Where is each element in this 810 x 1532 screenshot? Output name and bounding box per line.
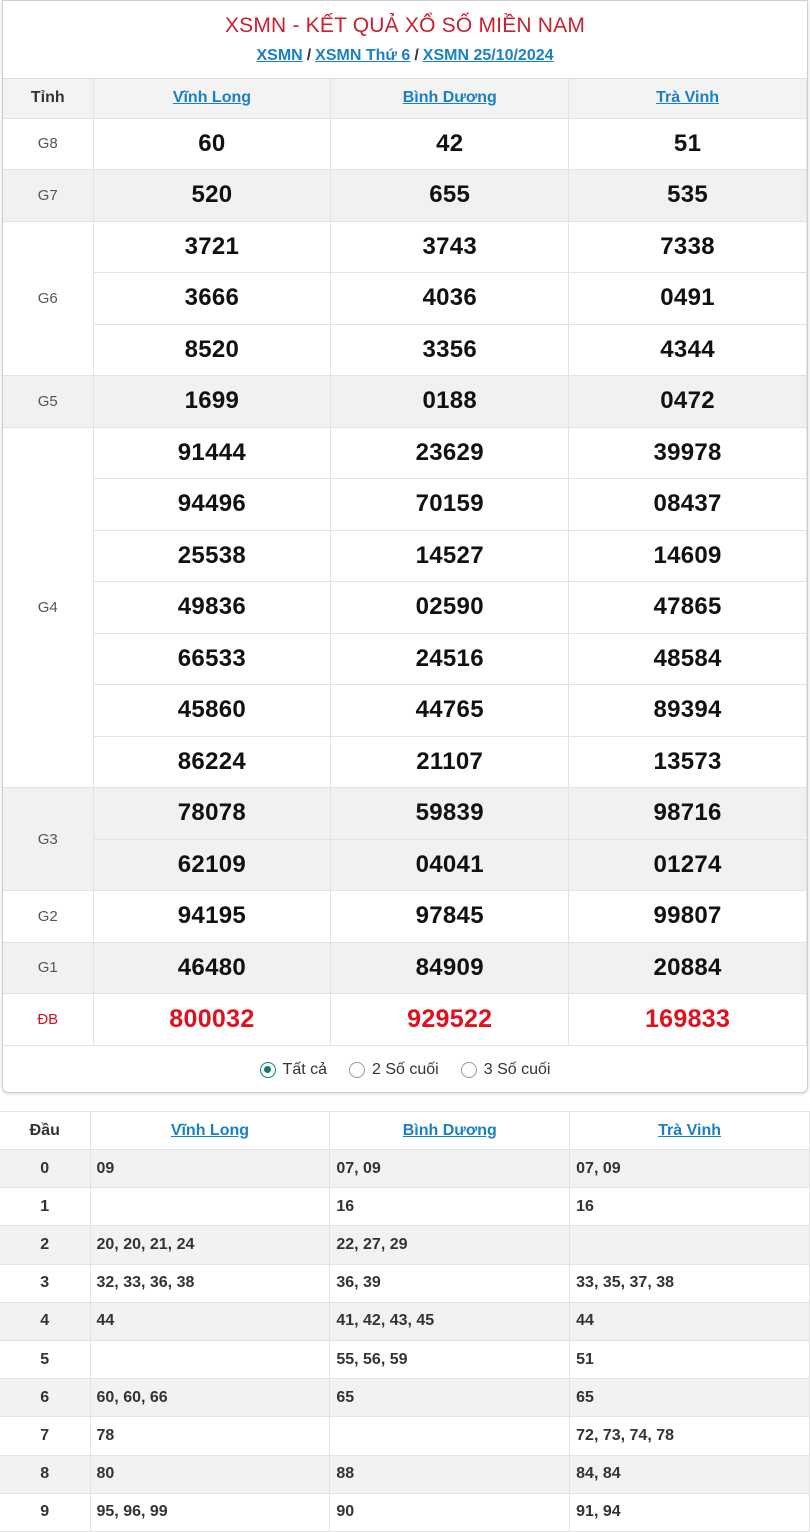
- results-body: [3, 118, 807, 1045]
- loto-values: 84, 84: [570, 1455, 810, 1493]
- breadcrumb: [3, 47, 807, 65]
- prize-number: 14527: [331, 530, 569, 582]
- loto-values: 22, 27, 29: [330, 1226, 570, 1264]
- prize-label: G5: [3, 376, 93, 428]
- prize-row: [3, 736, 807, 788]
- prize-label: G1: [3, 942, 93, 994]
- prize-number: 66533: [93, 633, 331, 685]
- results-header-row: [3, 79, 807, 118]
- province-link-binh-duong[interactable]: Bình Dương: [402, 89, 497, 107]
- prize-number: 01274: [569, 839, 807, 891]
- loto-head-digit: 8: [0, 1455, 90, 1493]
- prize-row: [3, 273, 807, 325]
- loto-values: 33, 35, 37, 38: [570, 1264, 810, 1302]
- prize-row: [3, 427, 807, 479]
- prize-number: 39978: [569, 427, 807, 479]
- loto-values: 55, 56, 59: [330, 1340, 570, 1378]
- prize-number: 520: [93, 170, 331, 222]
- prize-number: 45860: [93, 685, 331, 737]
- crumb-separator: /: [414, 47, 419, 64]
- loto-head-digit: 2: [0, 1226, 90, 1264]
- filter-option[interactable]: [260, 1061, 327, 1079]
- col-header-province: [570, 1112, 810, 1150]
- prize-number: 91444: [93, 427, 331, 479]
- loto-head-digit: 7: [0, 1417, 90, 1455]
- prize-row: [3, 942, 807, 994]
- crumb-separator: /: [306, 47, 312, 64]
- prize-number: 08437: [569, 479, 807, 531]
- loto-table: [0, 1111, 810, 1532]
- prize-number: 59839: [331, 788, 569, 840]
- loto-values: 07, 09: [570, 1150, 810, 1188]
- prize-label: G2: [3, 891, 93, 943]
- loto-values: [330, 1417, 570, 1455]
- loto-values: 44: [90, 1302, 330, 1340]
- prize-number: 21107: [331, 736, 569, 788]
- prize-number: 02590: [331, 582, 569, 634]
- prize-number: 48584: [569, 633, 807, 685]
- prize-number: 3356: [331, 324, 569, 376]
- col-header-province: [93, 79, 331, 118]
- loto-row: [0, 1417, 810, 1455]
- loto-row: [0, 1226, 810, 1264]
- loto-head-digit: 1: [0, 1188, 90, 1226]
- prize-row: [3, 839, 807, 891]
- loto-row: [0, 1150, 810, 1188]
- prize-number: 3721: [93, 221, 331, 273]
- prize-number: 800032: [93, 994, 331, 1046]
- prize-number: 13573: [569, 736, 807, 788]
- prize-number: 3743: [331, 221, 569, 273]
- prize-number: 97845: [331, 891, 569, 943]
- prize-number: 84909: [331, 942, 569, 994]
- loto-values: [90, 1188, 330, 1226]
- loto-head-digit: 6: [0, 1379, 90, 1417]
- loto-row: [0, 1264, 810, 1302]
- loto-row: [0, 1340, 810, 1378]
- loto-row: [0, 1188, 810, 1226]
- loto-values: 90: [330, 1493, 570, 1531]
- prize-number: 86224: [93, 736, 331, 788]
- prize-number: 4036: [331, 273, 569, 325]
- prize-row: [3, 891, 807, 943]
- prize-number: 60: [93, 118, 331, 170]
- filter-option[interactable]: [461, 1061, 551, 1079]
- filter-option[interactable]: [349, 1061, 439, 1079]
- loto-header-row: [0, 1112, 810, 1150]
- prize-row: [3, 118, 807, 170]
- loto-values: 72, 73, 74, 78: [570, 1417, 810, 1455]
- loto-province-link-vinh-long[interactable]: Vĩnh Long: [170, 1121, 250, 1139]
- loto-values: 65: [570, 1379, 810, 1417]
- prize-number: 04041: [331, 839, 569, 891]
- prize-number: 20884: [569, 942, 807, 994]
- loto-row: [0, 1379, 810, 1417]
- prize-number: 47865: [569, 582, 807, 634]
- col-header-province: [330, 1112, 570, 1150]
- prize-number: 89394: [569, 685, 807, 737]
- prize-label: G8: [3, 118, 93, 170]
- prize-number: 7338: [569, 221, 807, 273]
- prize-number: 1699: [93, 376, 331, 428]
- loto-values: 91, 94: [570, 1493, 810, 1531]
- prize-number: 4344: [569, 324, 807, 376]
- loto-values: 07, 09: [330, 1150, 570, 1188]
- prize-label: G4: [3, 427, 93, 788]
- loto-values: 16: [330, 1188, 570, 1226]
- crumb-xsmn[interactable]: XSMN: [256, 47, 303, 64]
- crumb-xsmn-date[interactable]: XSMN 25/10/2024: [422, 47, 554, 64]
- loto-values: [90, 1340, 330, 1378]
- radio-icon[interactable]: [260, 1062, 276, 1078]
- prize-number: 535: [569, 170, 807, 222]
- prize-number: 24516: [331, 633, 569, 685]
- prize-label: G3: [3, 788, 93, 891]
- prize-row: [3, 685, 807, 737]
- loto-row: [0, 1455, 810, 1493]
- prize-number: 46480: [93, 942, 331, 994]
- loto-values: 44: [570, 1302, 810, 1340]
- prize-number: 655: [331, 170, 569, 222]
- prize-number: 99807: [569, 891, 807, 943]
- prize-number: 0491: [569, 273, 807, 325]
- loto-values: 32, 33, 36, 38: [90, 1264, 330, 1302]
- col-header-province: [569, 79, 807, 118]
- prize-row: [3, 479, 807, 531]
- col-header-province: [90, 1112, 330, 1150]
- loto-values: 88: [330, 1455, 570, 1493]
- province-link-vinh-long[interactable]: Vĩnh Long: [172, 89, 252, 107]
- prize-number: 78078: [93, 788, 331, 840]
- prize-number: 94195: [93, 891, 331, 943]
- loto-body: [0, 1150, 810, 1532]
- prize-number: 0472: [569, 376, 807, 428]
- loto-head-digit: 0: [0, 1150, 90, 1188]
- loto-values: 20, 20, 21, 24: [90, 1226, 330, 1264]
- col-header-dau: Đầu: [0, 1112, 90, 1150]
- province-link-tra-vinh[interactable]: Trà Vinh: [656, 89, 719, 107]
- loto-head-digit: 3: [0, 1264, 90, 1302]
- loto-head-digit: 9: [0, 1493, 90, 1531]
- prize-row: [3, 221, 807, 273]
- loto-values: 09: [90, 1150, 330, 1188]
- loto-province-link-binh-duong[interactable]: Bình Dương: [402, 1121, 497, 1139]
- prize-number: 25538: [93, 530, 331, 582]
- prize-label: ĐB: [3, 994, 93, 1046]
- loto-values: 78: [90, 1417, 330, 1455]
- loto-values: 36, 39: [330, 1264, 570, 1302]
- prize-number: 49836: [93, 582, 331, 634]
- filter-option-label: 2 Số cuối: [372, 1061, 439, 1078]
- loto-head-digit: 4: [0, 1302, 90, 1340]
- digit-filter: [3, 1046, 807, 1094]
- filter-option-label: 3 Số cuối: [483, 1061, 551, 1078]
- loto-head-digit: 5: [0, 1340, 90, 1378]
- filter-option-label: Tất cả: [282, 1061, 328, 1078]
- loto-values: 16: [570, 1188, 810, 1226]
- prize-number: 169833: [569, 994, 807, 1046]
- prize-number: 929522: [331, 994, 569, 1046]
- loto-province-link-tra-vinh[interactable]: Trà Vinh: [658, 1121, 721, 1139]
- loto-values: 65: [330, 1379, 570, 1417]
- radio-icon[interactable]: [349, 1062, 365, 1078]
- prize-row: [3, 170, 807, 222]
- results-card: [2, 0, 808, 1093]
- prize-row: [3, 788, 807, 840]
- prize-number: 14609: [569, 530, 807, 582]
- prize-label: G7: [3, 170, 93, 222]
- prize-number: 23629: [331, 427, 569, 479]
- loto-values: 41, 42, 43, 45: [330, 1302, 570, 1340]
- crumb-xsmn-thu6[interactable]: XSMN Thứ 6: [315, 47, 411, 64]
- loto-values: 95, 96, 99: [90, 1493, 330, 1531]
- prize-label: G6: [3, 221, 93, 376]
- prize-number: 3666: [93, 273, 331, 325]
- loto-values: 80: [90, 1455, 330, 1493]
- prize-row: [3, 994, 807, 1046]
- prize-row: [3, 582, 807, 634]
- prize-row: [3, 376, 807, 428]
- results-header: [3, 1, 807, 79]
- prize-number: 70159: [331, 479, 569, 531]
- loto-row: [0, 1302, 810, 1340]
- prize-number: 51: [569, 118, 807, 170]
- loto-values: 60, 60, 66: [90, 1379, 330, 1417]
- prize-number: 42: [331, 118, 569, 170]
- prize-number: 98716: [569, 788, 807, 840]
- results-table: [3, 79, 807, 1046]
- prize-number: 94496: [93, 479, 331, 531]
- loto-values: 51: [570, 1340, 810, 1378]
- prize-row: [3, 530, 807, 582]
- prize-number: 8520: [93, 324, 331, 376]
- col-header-province: [331, 79, 569, 118]
- prize-number: 44765: [331, 685, 569, 737]
- prize-number: 62109: [93, 839, 331, 891]
- col-header-tinh: Tỉnh: [3, 79, 93, 118]
- loto-values: [570, 1226, 810, 1264]
- prize-row: [3, 324, 807, 376]
- prize-row: [3, 633, 807, 685]
- loto-row: [0, 1493, 810, 1531]
- prize-number: 0188: [331, 376, 569, 428]
- radio-icon[interactable]: [461, 1062, 477, 1078]
- page-title: XSMN - KẾT QUẢ XỔ SỐ MIỀN NAM: [224, 14, 586, 37]
